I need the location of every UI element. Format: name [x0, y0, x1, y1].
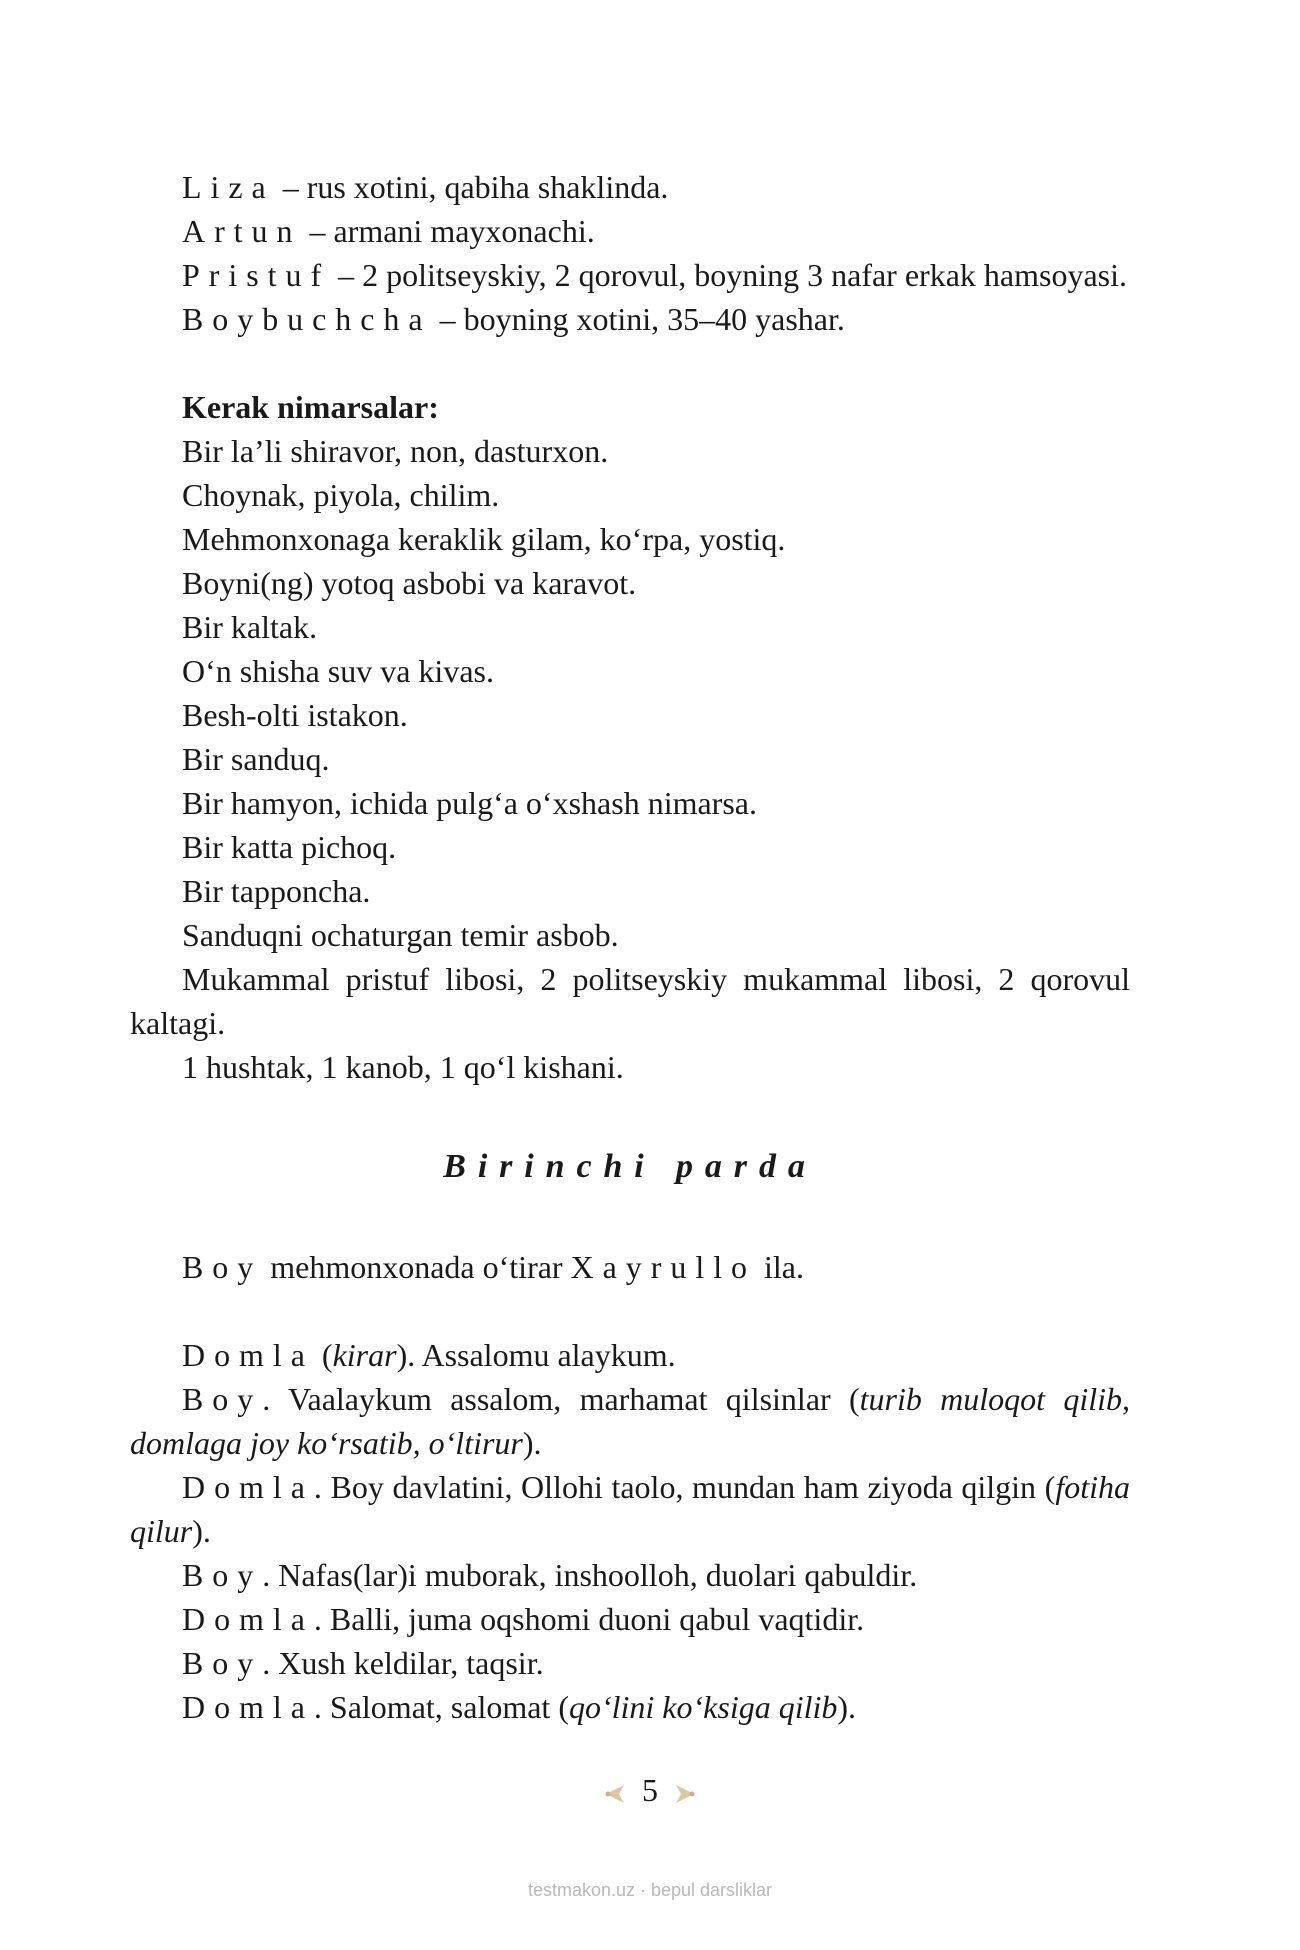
dialogue-line: Boy. Nafas(lar)i muborak, inshoolloh, duolari qabuldir. [182, 1557, 918, 1593]
page-number: 5 [642, 1772, 658, 1808]
stage-text: ila. [756, 1249, 804, 1285]
prop-item: Mukammal pristuf libosi, 2 politseyskiy mukammal libosi, 2 qorovul kaltagi. [130, 961, 1130, 1041]
prop-item: Boyni(ng) yotoq asbobi va karavot. [182, 565, 637, 601]
character-entry [130, 297, 1130, 341]
stage-note: kirar [332, 1337, 397, 1373]
act-title: Birinchi parda [443, 1148, 817, 1185]
character-entry [130, 253, 1130, 297]
prop-item: 1 hushtak, 1 kanob, 1 qo‘l kishani. [182, 1049, 624, 1085]
dialogue-line: Boy. Xush keldilar, taqsir. [182, 1645, 544, 1681]
character-entry [130, 165, 1130, 209]
prop-item: Choynak, piyola, chilim. [182, 477, 500, 513]
prop-item: Bir tapponcha. [182, 873, 371, 909]
dialogue-line: Domla (kirar). Assalomu alaykum. [182, 1337, 676, 1373]
prop-item: Bir kaltak. [182, 609, 318, 645]
props-list [130, 429, 1130, 1089]
ornament-right-icon [674, 1774, 698, 1814]
page-number-row [0, 1770, 1300, 1814]
prop-item: Bir sanduq. [182, 741, 330, 777]
prop-item: Besh-olti istakon. [182, 697, 408, 733]
character-list [130, 165, 1130, 341]
stage-note: fotiha qilur [130, 1469, 1130, 1549]
character-name: Liza [182, 169, 275, 205]
character-desc: – armani mayxonachi. [301, 213, 595, 249]
ornament-left-icon [602, 1774, 626, 1814]
props-heading: Kerak nimarsalar: [182, 389, 439, 425]
page-body [130, 165, 1130, 1729]
dialogue-line: Domla. Boy davlatini, Ollohi taolo, mundan ham ziyoda qilgin (fotiha qilur). [130, 1469, 1130, 1549]
stage-name-boy: Boy [182, 1249, 263, 1285]
speaker-name: Domla [182, 1469, 314, 1505]
prop-item: Bir hamyon, ichida pulg‘a o‘xshash nimarsa. [182, 785, 757, 821]
dialogue [130, 1333, 1130, 1729]
speaker-name: Boy [182, 1557, 263, 1593]
character-name: Pristuf [182, 257, 331, 293]
dialogue-line: Domla. Balli, juma oqshomi duoni qabul vaqtidir. [182, 1601, 865, 1637]
dialogue-line: Domla. Salomat, salomat (qo‘lini ko‘ksiga qilib). [182, 1689, 857, 1725]
character-desc: – 2 politseyskiy, 2 qorovul, boyning 3 nafar erkak hamsoyasi. [330, 257, 1127, 293]
speaker-name: Domla [182, 1337, 314, 1373]
dialogue-line: Boy. Vaalaykum assalom, marhamat qilsinlar (turib muloqot qilib, domlaga joy ko‘rsatib, o‘ltirur). [130, 1381, 1131, 1461]
stage-text: mehmonxonada o‘tirar [262, 1249, 571, 1285]
character-name: Artun [182, 213, 302, 249]
speaker-name: Boy [182, 1381, 263, 1417]
prop-item: Sanduqni ochaturgan temir asbob. [182, 917, 619, 953]
character-name: Boybuchcha [182, 301, 432, 337]
stage-note: qo‘lini ko‘ksiga qilib [568, 1689, 838, 1725]
speaker-name: Domla [182, 1601, 314, 1637]
prop-item: Mehmonxonaga keraklik gilam, ko‘rpa, yostiq. [182, 521, 786, 557]
prop-item: O‘n shisha suv va kivas. [182, 653, 494, 689]
stage-name-xayrullo: Xayrullo [570, 1249, 757, 1285]
character-desc: – rus xotini, qabiha shaklinda. [274, 169, 669, 205]
speaker-name: Boy [182, 1645, 263, 1681]
footer-watermark: testmakon.uz · bepul darsliklar [527, 1880, 773, 1900]
stage-direction [130, 1245, 1130, 1289]
speaker-name: Domla [182, 1689, 314, 1725]
stage-note: turib muloqot qilib, domlaga joy ko‘rsatib, o‘ltirur [130, 1381, 1131, 1461]
prop-item: Bir katta pichoq. [182, 829, 397, 865]
character-entry [130, 209, 1130, 253]
prop-item: Bir la’li shiravor, non, dasturxon. [182, 433, 609, 469]
character-desc: – boyning xotini, 35–40 yashar. [431, 301, 845, 337]
